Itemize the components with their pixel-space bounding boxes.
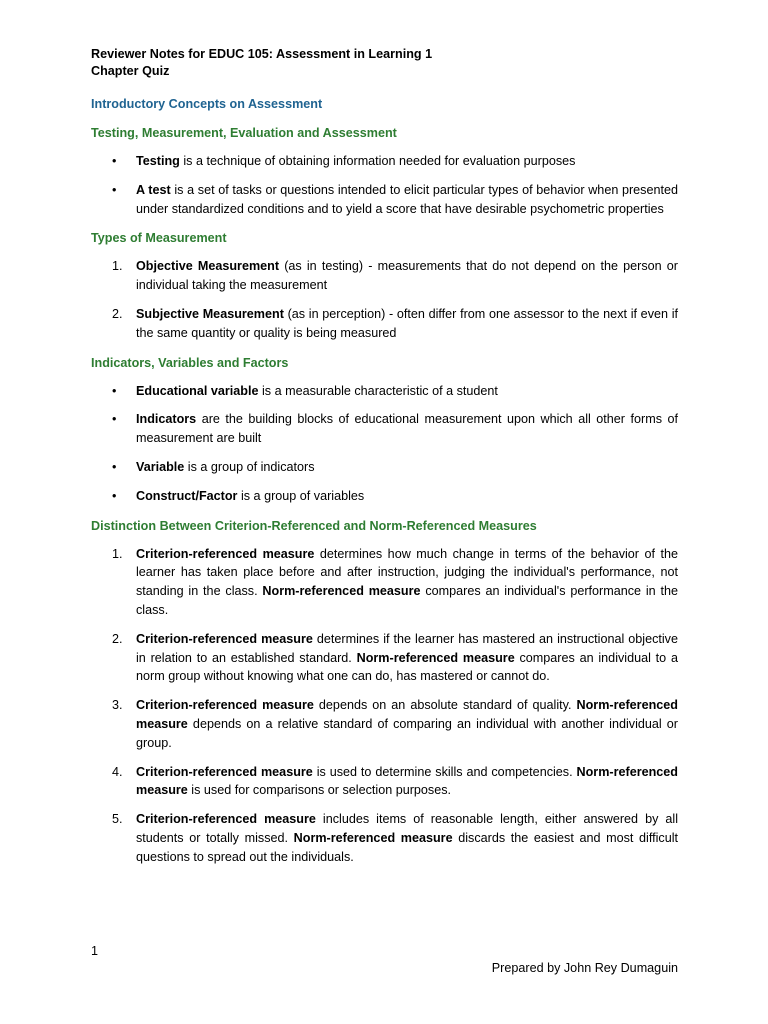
section-heading-types: Types of Measurement [91, 231, 227, 246]
list-item [91, 382, 678, 401]
definition: is a group of variables [237, 488, 365, 503]
document-title-line1: Reviewer Notes for EDUC 105: Assessment in Learning 1 [91, 47, 433, 61]
list-item [91, 696, 678, 752]
list-item [91, 630, 678, 686]
term: Subjective Measurement [136, 306, 284, 321]
term: Norm-referenced measure [136, 764, 678, 798]
definition: is a set of tasks or questions intended to elicit particular types of behavior when presented under standardized conditions and to yield a score that have desirable psychometric properties [136, 182, 678, 216]
term: Criterion-referenced measure [136, 698, 314, 713]
term: Norm-referenced measure [262, 584, 421, 599]
list-number: 1. [112, 259, 123, 274]
bullet-icon: • [112, 412, 117, 427]
definition: is a technique of obtaining information needed for evaluation purposes [179, 154, 576, 168]
term: Criterion-referenced measure [136, 764, 313, 779]
definition: compares an individual to a norm group without knowing what one can do, has mastered or cannot do. [136, 650, 678, 684]
list-item [91, 763, 678, 801]
definition: includes items of reasonable length, either answered by all students or totally missed. [136, 812, 678, 845]
section-heading-intro: Introductory Concepts on Assessment [91, 97, 323, 111]
definition: (as in testing) - measurements that do not depend on the person or individual taking the measurement [136, 259, 678, 293]
bullet-icon: • [112, 383, 117, 398]
section-heading-distinction: Distinction Between Criterion-Referenced and Norm-Referenced Measures [91, 518, 537, 533]
term: Criterion-referenced measure [136, 546, 315, 561]
section-heading-testing: Testing, Measurement, Evaluation and Assessment [91, 126, 397, 140]
list-item [91, 810, 678, 866]
definition: depends on an absolute standard of quality. [313, 698, 577, 713]
term: Criterion-referenced measure [136, 631, 313, 646]
term: A test [136, 182, 171, 197]
definition: discards the easiest and most difficult questions to spread out the individuals. [136, 830, 678, 864]
list-item [91, 257, 678, 295]
list-item [91, 305, 678, 343]
list-item [91, 545, 678, 620]
list-item [91, 152, 678, 171]
bullet-icon: • [112, 459, 117, 474]
definition: compares an individual's performance in the class. [136, 584, 678, 617]
distinction-list [91, 545, 678, 867]
definition: is a measurable characteristic of a student [258, 383, 498, 398]
document-page [91, 46, 678, 867]
term: Educational variable [136, 383, 259, 398]
list-item [91, 458, 678, 477]
definition: (as in perception) - often differ from one assessor to the next if even if the same quantity or quality is being measured [136, 306, 678, 340]
definition: determines if the learner has mastered an instructional objective in relation to an established standard. [136, 631, 678, 665]
list-item [91, 181, 678, 219]
definition: is used to determine skills and competencies. [312, 764, 577, 779]
definition: is used for comparisons or selection purposes. [187, 783, 452, 798]
term: Norm-referenced measure [356, 650, 515, 665]
list-number: 4. [112, 764, 123, 779]
page-number: 1 [91, 944, 99, 958]
testing-list [91, 152, 678, 218]
list-number: 3. [112, 698, 123, 713]
footer-author: Prepared by John Rey Dumaguin [491, 961, 678, 975]
bullet-icon: • [112, 154, 117, 168]
section-heading-indicators: Indicators, Variables and Factors [91, 355, 289, 370]
list-number: 2. [112, 631, 123, 646]
definition: determines how much change in terms of the behavior of the learner has taken place before and after instruction, judging the individual's performance, not standing in the class. [136, 546, 678, 599]
list-number: 1. [112, 546, 123, 561]
term: Testing [136, 154, 180, 168]
types-list [91, 257, 678, 342]
term: Norm-referenced measure [136, 698, 678, 731]
term: Indicators [136, 412, 197, 427]
indicators-list [91, 382, 678, 506]
term: Norm-referenced measure [293, 830, 453, 845]
term: Criterion-referenced measure [136, 812, 316, 827]
term: Objective Measurement [136, 259, 280, 274]
list-number: 5. [112, 812, 123, 827]
bullet-icon: • [112, 488, 117, 503]
bullet-icon: • [112, 182, 117, 197]
definition: is a group of indicators [184, 459, 315, 474]
term: Variable [136, 459, 185, 474]
term: Construct/Factor [136, 488, 238, 503]
definition: depends on a relative standard of comparing an individual with another individual or group. [136, 716, 678, 750]
document-title-line2: Chapter Quiz [91, 64, 170, 78]
list-item [91, 487, 678, 506]
list-item [91, 410, 678, 448]
definition: are the building blocks of educational measurement upon which all other forms of measurement are built [136, 412, 678, 446]
list-number: 2. [112, 306, 123, 321]
